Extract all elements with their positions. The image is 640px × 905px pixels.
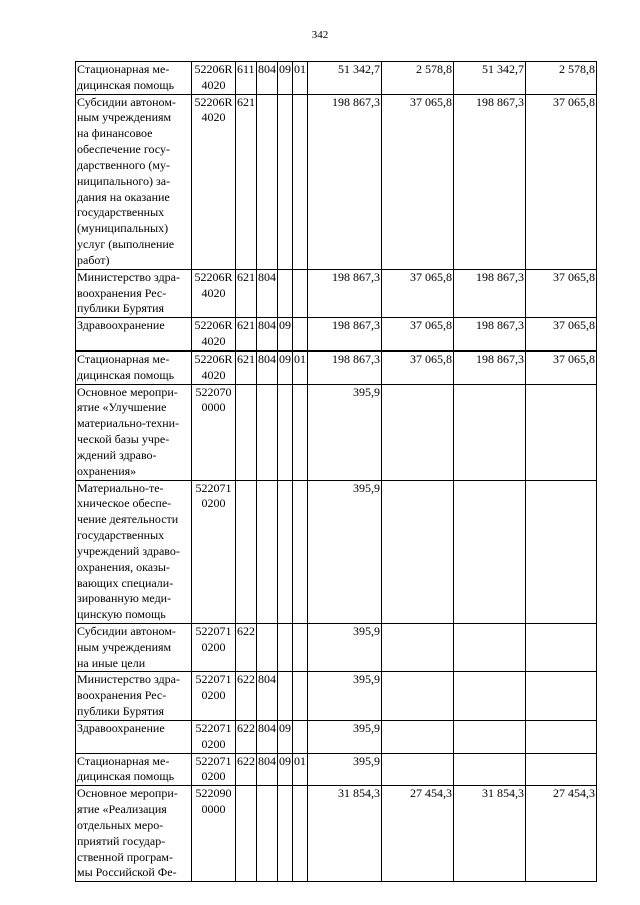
item-name: Основное меропри- ятие «Реализация отдельных меро- приятий государ- ственной програм- мы Российской Фе- <box>76 786 192 882</box>
ministry-code: 804 <box>257 62 278 95</box>
subsection-code: 01 <box>293 62 308 95</box>
amount-2: 37 065,8 <box>382 269 454 317</box>
amount-3 <box>454 672 526 720</box>
ministry-code: 804 <box>257 351 278 384</box>
table-row <box>76 351 597 384</box>
amount-1: 198 867,3 <box>308 94 382 269</box>
table-row <box>76 753 597 786</box>
amount-3: 198 867,3 <box>454 94 526 269</box>
amount-1: 31 854,3 <box>308 786 382 882</box>
amount-2 <box>382 672 454 720</box>
amount-1: 395,9 <box>308 753 382 786</box>
target-code: 52206R 4020 <box>192 318 236 351</box>
amount-3: 198 867,3 <box>454 269 526 317</box>
amount-2 <box>382 384 454 480</box>
subsection-code <box>293 384 308 480</box>
amount-4 <box>526 384 597 480</box>
amount-1: 198 867,3 <box>308 269 382 317</box>
expense-type-code: 621 <box>236 318 257 351</box>
table-row <box>76 720 597 753</box>
amount-2: 2 578,8 <box>382 62 454 95</box>
section-code: 09 <box>278 62 293 95</box>
table-row <box>76 94 597 269</box>
amount-3: 198 867,3 <box>454 318 526 351</box>
amount-3 <box>454 480 526 623</box>
expense-type-code: 611 <box>236 62 257 95</box>
table-row <box>76 480 597 623</box>
amount-1: 395,9 <box>308 672 382 720</box>
target-code: 52206R 4020 <box>192 351 236 384</box>
subsection-code <box>293 672 308 720</box>
table-row <box>76 623 597 671</box>
ministry-code: 804 <box>257 753 278 786</box>
amount-2: 27 454,3 <box>382 786 454 882</box>
item-name: Здравоохранение <box>76 318 192 351</box>
amount-4 <box>526 720 597 753</box>
amount-2: 37 065,8 <box>382 94 454 269</box>
amount-1: 395,9 <box>308 480 382 623</box>
amount-4: 37 065,8 <box>526 269 597 317</box>
amount-1: 395,9 <box>308 720 382 753</box>
item-name: Стационарная ме- дицинская помощь <box>76 753 192 786</box>
amount-3 <box>454 623 526 671</box>
table-row <box>76 786 597 882</box>
subsection-code: 01 <box>293 753 308 786</box>
expense-type-code: 622 <box>236 672 257 720</box>
expense-type-code <box>236 786 257 882</box>
target-code: 522071 0200 <box>192 480 236 623</box>
ministry-code <box>257 786 278 882</box>
target-code: 522071 0200 <box>192 672 236 720</box>
item-name: Министерство здра- воохранения Рес- публики Бурятия <box>76 672 192 720</box>
section-code: 09 <box>278 351 293 384</box>
ministry-code <box>257 480 278 623</box>
amount-1: 198 867,3 <box>308 318 382 351</box>
item-name: Материально-те- хническое обеспе- чение деятельности государственных учреждений здраво- охранения, оказы- вающих специали- зированную меди- цинскую помощь <box>76 480 192 623</box>
section-code: 09 <box>278 720 293 753</box>
amount-4 <box>526 623 597 671</box>
item-name: Министерство здра- воохранения Рес- публики Бурятия <box>76 269 192 317</box>
amount-2 <box>382 753 454 786</box>
amount-3: 31 854,3 <box>454 786 526 882</box>
table-row <box>76 384 597 480</box>
amount-1: 51 342,7 <box>308 62 382 95</box>
expense-type-code <box>236 384 257 480</box>
ministry-code <box>257 384 278 480</box>
amount-3 <box>454 720 526 753</box>
amount-4: 37 065,8 <box>526 318 597 351</box>
subsection-code <box>293 623 308 671</box>
target-code: 522071 0200 <box>192 753 236 786</box>
table-row <box>76 62 597 95</box>
expense-type-code: 621 <box>236 269 257 317</box>
amount-3 <box>454 384 526 480</box>
target-code: 522071 0200 <box>192 623 236 671</box>
amount-2: 37 065,8 <box>382 318 454 351</box>
expense-type-code: 621 <box>236 94 257 269</box>
section-code <box>278 786 293 882</box>
table-row <box>76 672 597 720</box>
amount-4: 37 065,8 <box>526 94 597 269</box>
subsection-code <box>293 786 308 882</box>
expense-type-code: 621 <box>236 351 257 384</box>
budget-table <box>75 61 597 882</box>
amount-2 <box>382 623 454 671</box>
table-body <box>76 62 597 882</box>
target-code: 522090 0000 <box>192 786 236 882</box>
amount-4: 27 454,3 <box>526 786 597 882</box>
amount-4 <box>526 753 597 786</box>
section-code <box>278 269 293 317</box>
target-code: 522070 0000 <box>192 384 236 480</box>
ministry-code <box>257 623 278 671</box>
target-code: 52206R 4020 <box>192 62 236 95</box>
table-row <box>76 269 597 317</box>
subsection-code <box>293 269 308 317</box>
ministry-code: 804 <box>257 269 278 317</box>
item-name: Здравоохранение <box>76 720 192 753</box>
item-name: Субсидии автоном- ным учреждениям на иные цели <box>76 623 192 671</box>
section-code <box>278 480 293 623</box>
item-name: Стационарная ме- дицинская помощь <box>76 62 192 95</box>
amount-4: 2 578,8 <box>526 62 597 95</box>
amount-1: 198 867,3 <box>308 351 382 384</box>
table-row <box>76 318 597 351</box>
subsection-code <box>293 480 308 623</box>
target-code: 522071 0200 <box>192 720 236 753</box>
item-name: Основное меропри- ятие «Улучшение материально-техни- ческой базы учре- ждений здраво- охранения» <box>76 384 192 480</box>
page-number: 342 <box>311 29 329 41</box>
subsection-code: 01 <box>293 351 308 384</box>
amount-3 <box>454 753 526 786</box>
section-code <box>278 384 293 480</box>
amount-2: 37 065,8 <box>382 351 454 384</box>
section-code: 09 <box>278 753 293 786</box>
amount-2 <box>382 480 454 623</box>
subsection-code <box>293 94 308 269</box>
ministry-code: 804 <box>257 720 278 753</box>
section-code <box>278 672 293 720</box>
target-code: 52206R 4020 <box>192 94 236 269</box>
expense-type-code: 622 <box>236 623 257 671</box>
expense-type-code <box>236 480 257 623</box>
amount-3: 51 342,7 <box>454 62 526 95</box>
amount-3: 198 867,3 <box>454 351 526 384</box>
amount-4 <box>526 480 597 623</box>
section-code: 09 <box>278 318 293 351</box>
amount-2 <box>382 720 454 753</box>
ministry-code <box>257 94 278 269</box>
amount-4 <box>526 672 597 720</box>
item-name: Стационарная ме- дицинская помощь <box>76 351 192 384</box>
expense-type-code: 622 <box>236 720 257 753</box>
subsection-code <box>293 318 308 351</box>
target-code: 52206R 4020 <box>192 269 236 317</box>
subsection-code <box>293 720 308 753</box>
section-code <box>278 94 293 269</box>
item-name: Субсидии автоном- ным учреждениям на финансовое обеспечение госу- дарственного (му- ниципального) за- дания на оказание государственных (муниципальных) услуг (выполнение работ) <box>76 94 192 269</box>
section-code <box>278 623 293 671</box>
ministry-code: 804 <box>257 318 278 351</box>
amount-1: 395,9 <box>308 384 382 480</box>
amount-1: 395,9 <box>308 623 382 671</box>
ministry-code: 804 <box>257 672 278 720</box>
amount-4: 37 065,8 <box>526 351 597 384</box>
expense-type-code: 622 <box>236 753 257 786</box>
